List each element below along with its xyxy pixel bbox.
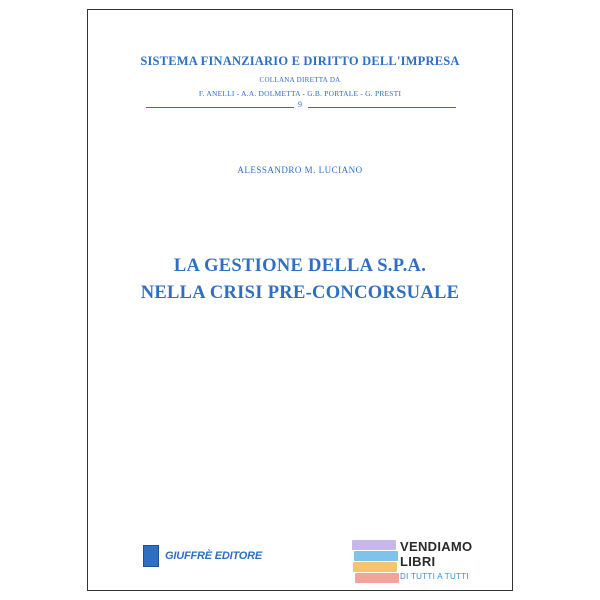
- series-directors: F. ANELLI - A.A. DOLMETTA - G.B. PORTALE - G. PRESTI: [198, 89, 402, 98]
- author-name: ALESSANDRO M. LUCIANO: [237, 165, 363, 175]
- book-cover: [87, 9, 513, 591]
- book-title: [88, 253, 512, 307]
- publisher-name: GIUFFRÈ EDITORE: [165, 550, 263, 562]
- badge-line-2: LIBRI: [400, 554, 436, 569]
- badge-line-1: VENDIAMO: [400, 539, 473, 554]
- book-stack-icon: [352, 540, 400, 584]
- badge-tagline: DI TUTTI A TUTTI: [400, 572, 469, 581]
- title-line-1: LA GESTIONE DELLA S.P.A.: [173, 256, 427, 276]
- publisher-logo-icon: [143, 545, 159, 567]
- title-line-2: NELLA CRISI PRE-CONCORSUALE: [140, 283, 460, 303]
- divider-right: [308, 107, 456, 108]
- collana-label: COLLANA DIRETTA DA: [259, 76, 341, 84]
- series-title: SISTEMA FINANZIARIO E DIRITTO DELL'IMPRESA: [140, 54, 460, 68]
- volume-number: 9: [298, 100, 302, 109]
- publisher-mark: [143, 545, 262, 567]
- vendiamo-libri-badge: [352, 538, 498, 588]
